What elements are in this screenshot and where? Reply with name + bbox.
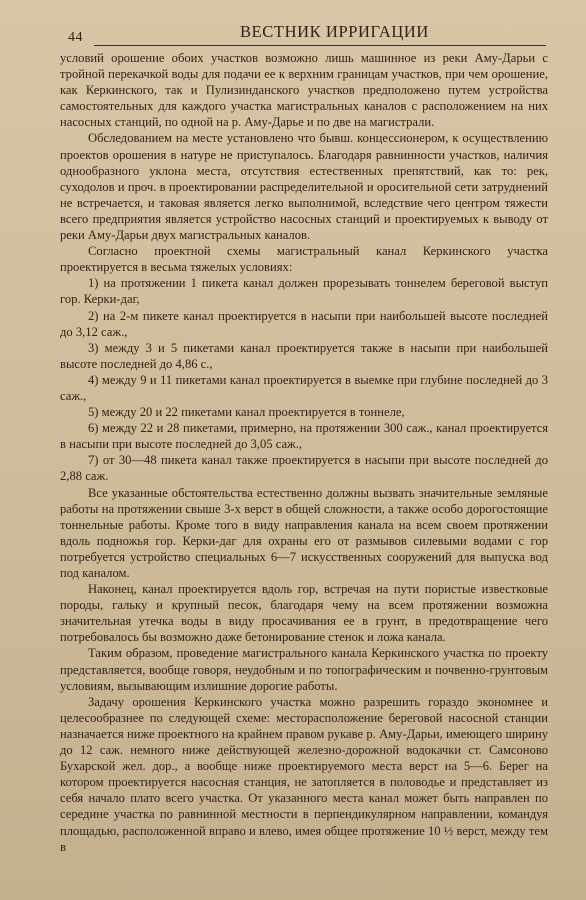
page-number: 44 bbox=[68, 30, 83, 45]
list-item: 2) на 2-м пикете канал проектируется в насыпи при наибольшей высоте последней до 3,12 саж., bbox=[60, 308, 548, 339]
body-text bbox=[60, 50, 548, 855]
page-header bbox=[40, 20, 546, 46]
running-title: ВЕСТНИК ИРРИГАЦИИ bbox=[240, 22, 429, 41]
paragraph: условий орошение обоих участков возможно лишь машинное из реки Аму-Дарьи с тройной перекачкой воды для подачи ее к верхним границам участков, при чем орошение, как Керкинского, так и Пулизинданского участков предположено путем устройства самостоятельных для каждого участка магистральных каналов с расположением на них насосных станций, по одной на р. Аму-Дарье и по две на магистрали. bbox=[60, 51, 548, 130]
paragraph: Все указанные обстоятельства естественно должны вызвать значительные земляные работы на протяжении свыше 3-х верст в общей сложности, а также особо дорогостоящие тоннельные работы. Кроме того в виду направления канала на всем своем протяжении вдоль подножья гор. Керки-даг для охраны его от размывов силевыми водами с гор потребуется устройство специальных 6—7 искусственных сооружений для выпуска вод под каналом. bbox=[60, 485, 548, 580]
list-item: 3) между 3 и 5 пикетами канал проектируется также в насыпи при наибольшей высоте последней до 4,86 с., bbox=[60, 340, 548, 371]
paragraph: Наконец, канал проектируется вдоль гор, встречая на пути пористые известковые породы, гальку и крупный песок, благодаря чему на всем протяжении возможна значительная утечка воды в виду просачивания ее в грунт, в предотвращение чего потребовалось бы возможно даже бетонирование стенок и ложа канала. bbox=[60, 582, 548, 645]
list-item: 6) между 22 и 28 пикетами, примерно, на протяжении 300 саж., канал проектируется в насыпи при высоте последней до 3,05 саж., bbox=[60, 421, 548, 452]
paragraph: Таким образом, проведение магистрального канала Керкинского участка по проекту представляется, вообще говоря, неудобным и по топографическим и почвенно-грунтовым условиям, вызывающим излишние дорогие работы. bbox=[60, 646, 548, 693]
list-item: 7) от 30—48 пикета канал также проектируется в насыпи при высоте последней до 2,88 саж. bbox=[60, 453, 548, 484]
list-item: 4) между 9 и 11 пикетами канал проектируется в выемке при глубине последней до 3 саж., bbox=[60, 372, 548, 403]
paragraph: Обследованием на месте установлено что бывш. концессионером, к осуществлению проектов орошения в натуре не приступалось. Благодаря равнинности участков, наличия однообразного уклона места, отсутствия естественных препятствий, как то: рек, суходолов и проч. в проектировании распределительной и оросительной сети затруднений не встречается, и таковая является легко выполнимой, вследствие чего центром тяжести всего предприятия является устройство насосных станций и проектируемых к выводу от реки Аму-Дарьи двух магистральных каналов. bbox=[60, 131, 548, 243]
paragraph: Согласно проектной схемы магистральный канал Керкинского участка проектируется в весьма тяжелых условиях: bbox=[60, 244, 548, 275]
paragraph: Задачу орошения Керкинского участка можно разрешить гораздо экономнее и целесообразнее по следующей схеме: месторасположение береговой насосной станции назначается ниже проектного на крайнем правом рукаве р. Аму-Дарьи, имеющего ширину до 12 саж. немного ниже действующей железно-дорожной водокачки ст. Самсоново Бухарской жел. дор., а вообще ниже проектируемого места верст на 5—6. Берег на котором проектируется насосная станция, не затопляется в половодье и представляет из себя начало плато всего участка. От указанного места канал может быть направлен по середине участка по равнинной местности в перпендикулярном направлении, командуя площадью, расположенной вправо и влево, имея общее протяжение 10 ½ верст, между тем в bbox=[60, 694, 548, 854]
list-item: 1) на протяжении 1 пикета канал должен прорезывать тоннелем береговой выступ гор. Керки-даг, bbox=[60, 276, 548, 307]
header-rule bbox=[94, 45, 546, 46]
list-item: 5) между 20 и 22 пикетами канал проектируется в тоннеле, bbox=[88, 405, 405, 420]
